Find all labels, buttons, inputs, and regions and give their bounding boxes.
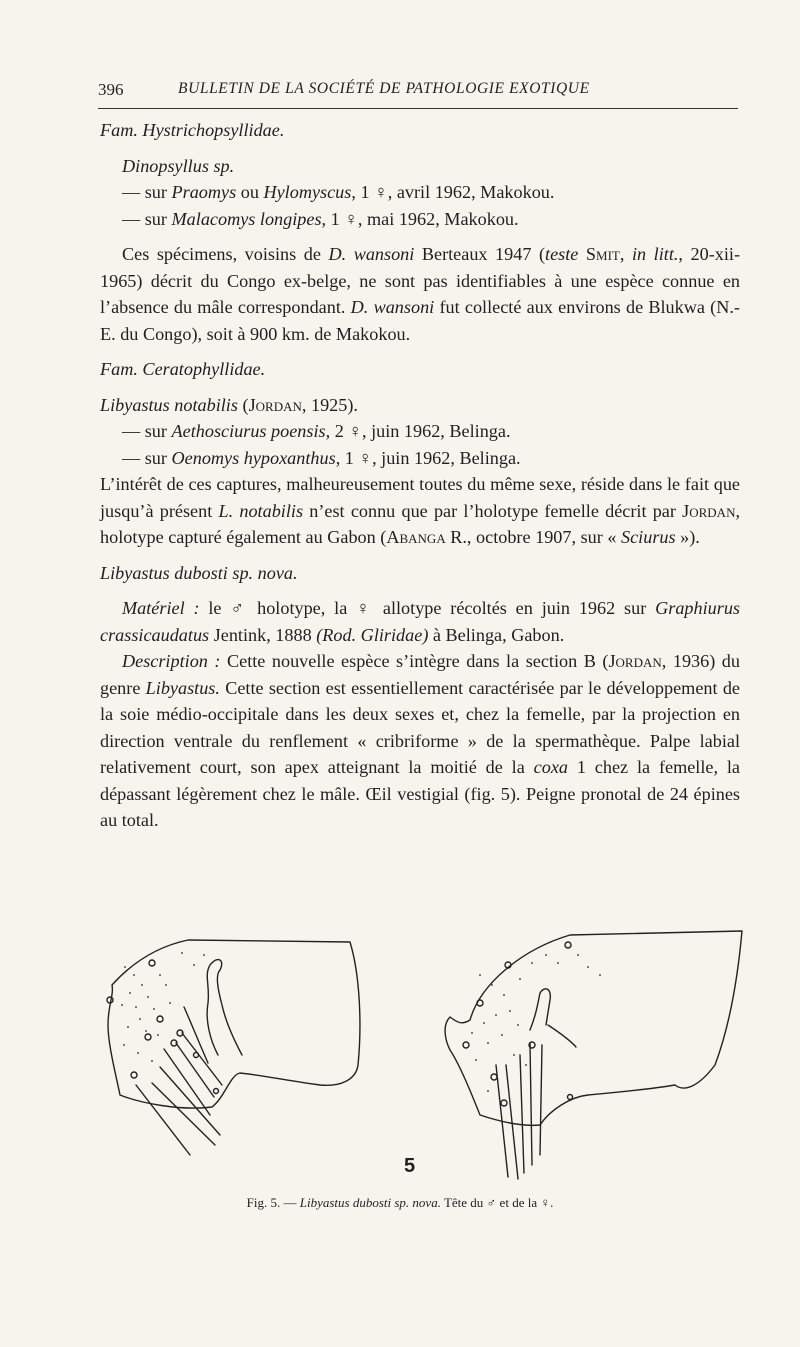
paragraph-text: à Belinga, Gabon. bbox=[428, 624, 565, 645]
figure-flea-heads bbox=[100, 915, 760, 1185]
paragraph-materiel bbox=[100, 595, 740, 648]
author-name: Smit bbox=[585, 244, 620, 264]
author-name: Jordan bbox=[248, 394, 302, 415]
host-name: Praomys bbox=[171, 182, 237, 202]
genus-name: Sciurus bbox=[621, 527, 676, 547]
section-label: Matériel : bbox=[122, 598, 200, 618]
figure-caption bbox=[0, 1195, 800, 1211]
family-name: (Rod. Gliridae) bbox=[316, 624, 429, 645]
record-prefix: — sur bbox=[122, 208, 172, 229]
running-header bbox=[98, 78, 738, 109]
paragraph-text: , 1925). bbox=[301, 394, 358, 415]
paragraph-text: Jentink, 1888 bbox=[209, 624, 317, 645]
family-heading-ceratophyllidae: Fam. Ceratophyllidae. bbox=[100, 359, 266, 379]
paragraph-dinopsyllus bbox=[100, 241, 740, 347]
anatomy-term: coxa bbox=[533, 757, 569, 777]
paragraph-text: n’est connu que par l’holotype femelle décrit par bbox=[303, 500, 683, 521]
citation-term: in litt. bbox=[631, 244, 679, 264]
paragraph-text: , holotype capturé également au Gabon ( bbox=[100, 500, 741, 547]
body-text bbox=[100, 117, 740, 834]
family-heading-hystrichopsyllidae: Fam. Hystrichopsyllidae. bbox=[100, 120, 285, 140]
caption-label: Fig. 5. — bbox=[246, 1195, 300, 1210]
paragraph-text: Cette nouvelle espèce s’intègre dans la section B ( bbox=[220, 651, 609, 671]
section-label: Description : bbox=[122, 651, 221, 671]
paragraph-text: le ♂ holotype, la ♀ allotype récoltés en juin 1962 sur bbox=[199, 598, 656, 618]
paragraph-text: R., octobre 1907, sur « bbox=[445, 527, 621, 547]
new-species-heading: Libyastus dubosti sp. nova. bbox=[100, 562, 298, 583]
record-text: , 1 ♀, avril 1962, Makokou. bbox=[351, 182, 555, 202]
figure-number: 5 bbox=[404, 1155, 416, 1177]
species-name: Libyastus notabilis bbox=[100, 394, 238, 415]
genus-name: Libyastus. bbox=[145, 677, 220, 698]
paragraph-text: , 1936) du genre bbox=[100, 651, 740, 698]
paragraph-text: Berteaux 1947 ( bbox=[414, 244, 546, 264]
paragraph-text: Cette section est essentiellement caractérisée par le développement de la soie médio-occipitale dans les deux sexes et, chez la femelle, par la projection en direction ventrale du renflement « cribriforme » de la spermathèque. Palpe labial relativement court, son apex atteignant la moitié de la bbox=[100, 677, 740, 777]
species-name: L. notabilis bbox=[218, 500, 304, 521]
record-text: , 1 ♀, mai 1962, Makokou. bbox=[321, 208, 519, 229]
citation-term: teste bbox=[545, 244, 579, 264]
paragraph-notabilis bbox=[100, 471, 740, 551]
running-title: BULLETIN DE LA SOCIÉTÉ DE PATHOLOGIE EXOTIQUE bbox=[178, 80, 590, 97]
caption-text: Tête du ♂ et de la ♀. bbox=[440, 1195, 554, 1210]
species-name: D. wansoni bbox=[328, 244, 415, 264]
caption-species: Libyastus dubosti sp. nova. bbox=[299, 1195, 441, 1210]
male-head-drawing bbox=[107, 940, 360, 1155]
record-text: , 1 ♀, juin 1962, Belinga. bbox=[335, 447, 521, 468]
page-number: 396 bbox=[98, 80, 124, 99]
author-name: Jordan bbox=[608, 651, 662, 671]
species-libyastus-notabilis bbox=[100, 392, 740, 419]
record-prefix: — sur bbox=[122, 182, 172, 202]
record-line bbox=[100, 418, 740, 445]
host-name: Hylomyscus bbox=[263, 182, 352, 202]
paragraph-text: ( bbox=[237, 394, 249, 415]
paragraph-text: , bbox=[619, 244, 625, 264]
paragraph-text: , 20-xii-1965) décrit du Congo ex-belge, ne sont pas identifiables à une espèce connue en l’absence du mâle correspondant. bbox=[100, 244, 741, 317]
host-name: Graphiurus crassicaudatus bbox=[100, 598, 740, 645]
record-text: ou bbox=[236, 182, 264, 202]
record-line bbox=[100, 445, 740, 472]
paragraph-text: »). bbox=[675, 527, 700, 547]
record-prefix: — sur bbox=[122, 421, 172, 441]
record-line bbox=[100, 179, 740, 206]
record-line bbox=[100, 206, 740, 233]
paragraph-text: 1 chez la femelle, la dépassant légèrement chez le mâle. Œil vestigial (fig. 5). Peigne pronotal de 24 épines au total. bbox=[100, 757, 740, 830]
paragraph-text: Ces spécimens, voisins de bbox=[122, 244, 329, 264]
paragraph-text: fut collecté aux environs de Blukwa (N.-E. du Congo), soit à 900 km. de Makokou. bbox=[100, 297, 740, 344]
genus-dinopsyllus: Dinopsyllus sp. bbox=[122, 155, 235, 176]
record-text: , 2 ♀, juin 1962, Belinga. bbox=[325, 421, 511, 441]
paragraph-text: L’intérêt de ces captures, malheureusement toutes du même sexe, réside dans le fait que jusqu’à présent bbox=[100, 474, 740, 521]
paragraph-description bbox=[100, 648, 740, 834]
host-name: Oenomys hypoxanthus bbox=[171, 447, 336, 468]
record-prefix: — sur bbox=[122, 447, 172, 468]
host-name: Aethosciurus poensis bbox=[171, 421, 326, 441]
host-name: Malacomys longipes bbox=[171, 208, 322, 229]
author-name: Abanga bbox=[386, 527, 446, 547]
author-name: Jordan bbox=[682, 500, 736, 521]
species-name: D. wansoni bbox=[350, 297, 435, 317]
female-head-drawing bbox=[445, 931, 742, 1179]
